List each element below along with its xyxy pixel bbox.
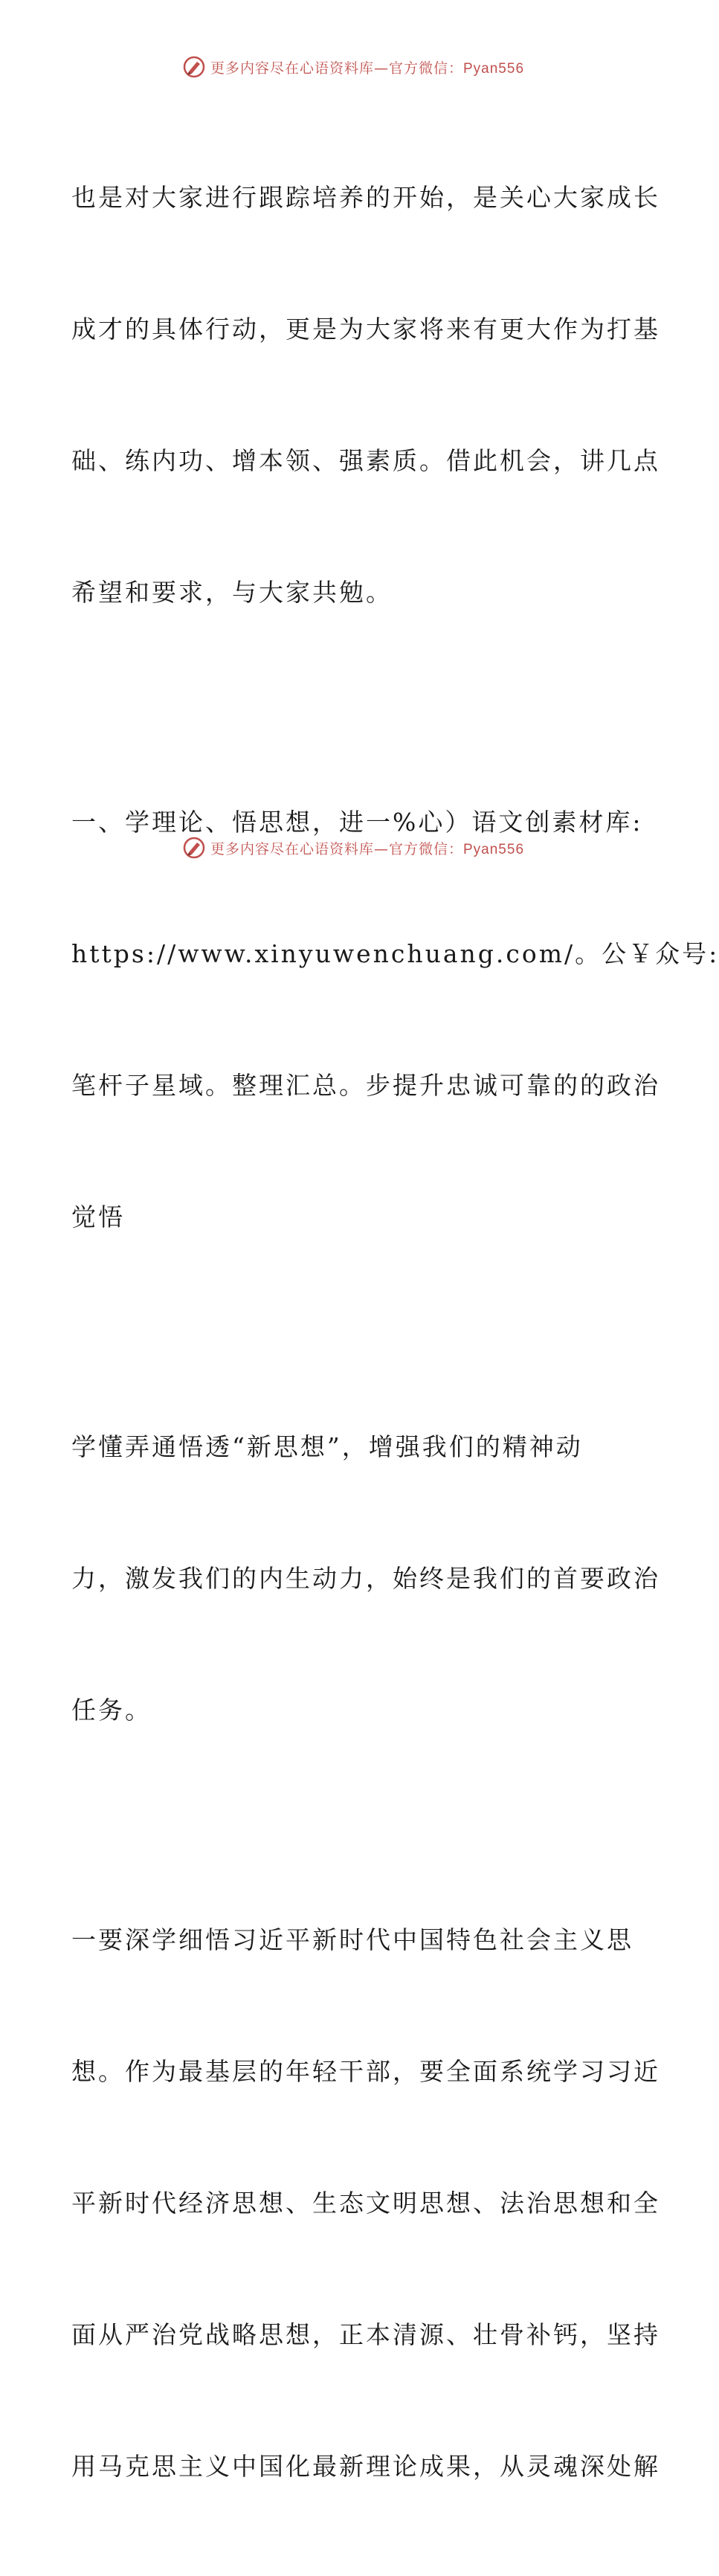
text-line: 希望和要求，与大家共勉。 bbox=[71, 578, 393, 607]
watermark-text: 更多内容尽在心语资料库—官方微信：Pyan556 bbox=[210, 59, 525, 77]
text-line: 成才的具体行动，更是为大家将来有更大作为打基 bbox=[71, 315, 660, 344]
text-line: 础、练内功、增本领、强素质。借此机会，讲几点 bbox=[71, 446, 660, 475]
watermark-text: 更多内容尽在心语资料库—官方微信：Pyan556 bbox=[210, 840, 525, 857]
text-line: 任务。 bbox=[71, 1696, 152, 1725]
paragraph-deep-study bbox=[71, 1830, 660, 2576]
text-line: 一、学理论、悟思想，进一%心）语文创素材库: bbox=[71, 808, 643, 837]
text-line: 用马克思主义中国化最新理论成果，从灵魂深处解 bbox=[71, 2452, 660, 2481]
paragraph-section-one-heading bbox=[71, 712, 719, 1327]
document-body bbox=[71, 88, 719, 2576]
text-line: 学懂弄通悟透“新思想”，增强我们的精神动 bbox=[71, 1432, 583, 1461]
text-line: 一要深学细悟习近平新时代中国特色社会主义思 bbox=[71, 1925, 633, 1954]
text-line: 平新时代经济思想、生态文明思想、法治思想和全 bbox=[71, 2189, 660, 2218]
pen-logo-icon bbox=[182, 836, 206, 860]
header-watermark bbox=[0, 52, 706, 82]
text-line: 觉悟 bbox=[71, 1202, 125, 1231]
text-line: 面从严治党战略思想，正本清源、壮骨补钙，坚持 bbox=[71, 2320, 660, 2349]
text-line: 力，激发我们的内生动力，始终是我们的首要政治 bbox=[71, 1564, 660, 1593]
text-line: 想。作为最基层的年轻干部，要全面系统学习习近 bbox=[71, 2057, 660, 2086]
text-line: 也是对大家进行跟踪培养的开始，是关心大家成长 bbox=[71, 183, 660, 212]
pen-logo-icon bbox=[182, 55, 206, 79]
paragraph-intro bbox=[71, 88, 660, 702]
footer-watermark bbox=[0, 833, 706, 863]
text-line: 笔杆子星域。整理汇总。步提升忠诚可靠的的政治 bbox=[71, 1071, 660, 1100]
paragraph-new-thought bbox=[71, 1337, 660, 1820]
text-line: https://www.xinyuwenchuang.com/。公￥众号: bbox=[71, 939, 719, 968]
